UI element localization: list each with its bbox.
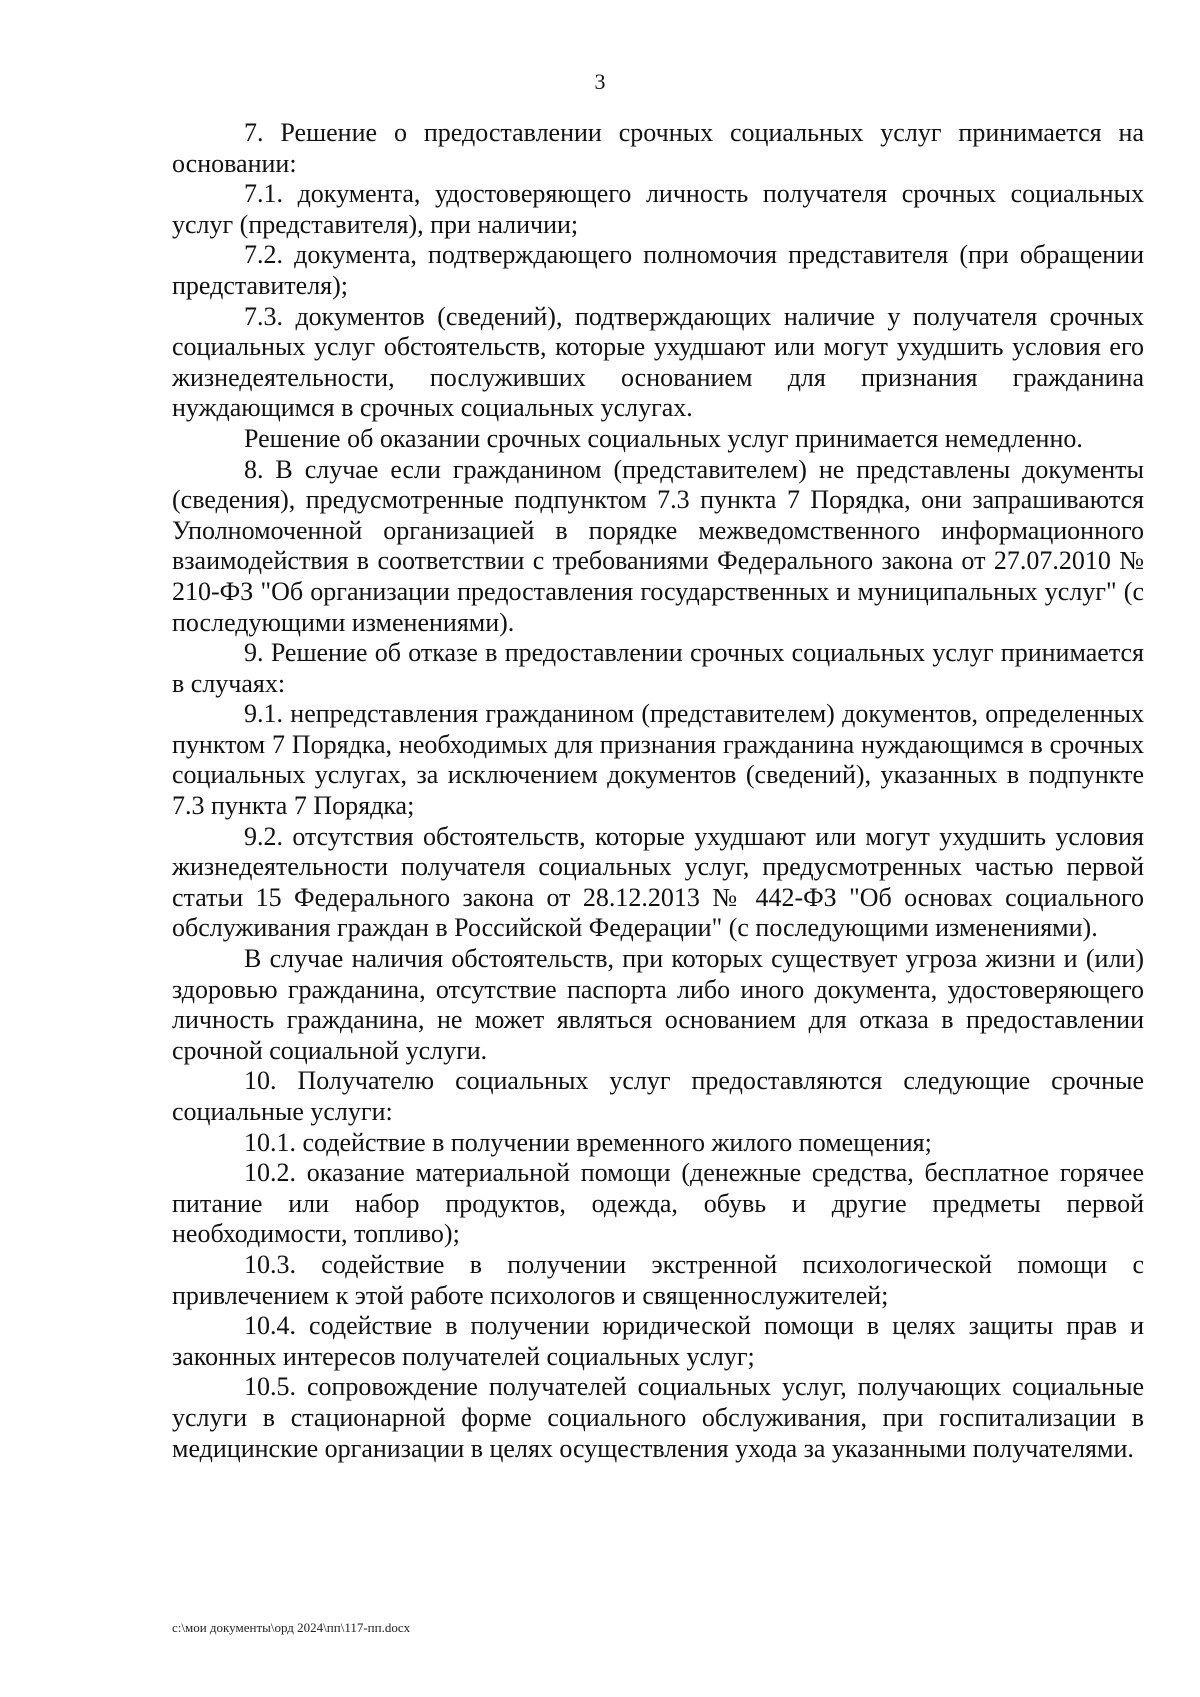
paragraph-8: 8. В случае если гражданином (представителем) не представлены документы (сведения), предусмотренные подпунктом 7.3 пункта 7 Порядка, они запрашиваются Уполномоченной организацией в порядке межведомственного информационного взаимодействия в соответствии с требованиями Федерального закона от 27.07.2010 № 210-ФЗ "Об организации предоставления государственных и муниципальных услуг" (с последующими изменениями).	[172, 454, 1144, 637]
document-body	[172, 118, 1144, 1464]
footer-file-path: c:\мои документы\орд 2024\пп\117-пп.docx	[172, 1620, 411, 1635]
paragraph-9-2: 9.2. отсутствия обстоятельств, которые ухудшают или могут ухудшить условия жизнедеятельности получателя социальных услуг, предусмотренных частью первой статьи 15 Федерального закона от 28.12.2013 № 442-ФЗ "Об основах социального обслуживания граждан в Российской Федерации" (с последующими изменениями).	[172, 821, 1144, 943]
paragraph-7-2: 7.2. документа, подтверждающего полномочия представителя (при обращении представителя);	[172, 240, 1144, 300]
paragraph-10-2: 10.2. оказание материальной помощи (денежные средства, бесплатное горячее питание или набор продуктов, одежда, обувь и другие предметы первой необходимости, топливо);	[172, 1158, 1144, 1249]
paragraph-7: 7. Решение о предоставлении срочных социальных услуг принимается на основании:	[172, 118, 1144, 178]
paragraph-7-3: 7.3. документов (сведений), подтверждающих наличие у получателя срочных социальных услуг обстоятельств, которые ухудшают или могут ухудшить условия его жизнедеятельности, послуживших основанием для признания гражданина нуждающимся в срочных социальных услугах.	[172, 301, 1144, 423]
paragraph-decision-immediate: Решение об оказании срочных социальных услуг принимается немедленно.	[244, 423, 1083, 453]
paragraph-10-5: 10.5. сопровождение получателей социальных услуг, получающих социальные услуги в стационарной форме социального обслуживания, при госпитализации в медицинские организации в целях осуществления ухода за указанными получателями.	[172, 1372, 1144, 1463]
paragraph-10-4: 10.4. содействие в получении юридической помощи в целях защиты прав и законных интересов получателей социальных услуг;	[172, 1311, 1144, 1371]
paragraph-9-1: 9.1. непредставления гражданином (представителем) документов, определенных пунктом 7 Порядка, необходимых для признания гражданина нуждающимся в срочных социальных услугах, за исключением документов (сведений), указанных в подпункте 7.3 пункта 7 Порядка;	[172, 699, 1144, 821]
paragraph-7-1: 7.1. документа, удостоверяющего личность получателя срочных социальных услуг (представителя), при наличии;	[172, 179, 1144, 239]
paragraph-10-3: 10.3. содействие в получении экстренной психологической помощи с привлечением к этой работе психологов и священнослужителей;	[172, 1249, 1144, 1310]
paragraph-10: 10. Получателю социальных услуг предоставляются следующие срочные социальные услуги:	[172, 1066, 1144, 1126]
paragraph-10-1: 10.1. содействие в получении временного жилого помещения;	[244, 1127, 932, 1157]
paragraph-threat-case: В случае наличия обстоятельств, при которых существует угроза жизни и (или) здоровью гражданина, отсутствие паспорта либо иного документа, удостоверяющего личность гражданина, не может являться основанием для отказа в предоставлении срочной социальной услуги.	[172, 944, 1144, 1065]
paragraph-9: 9. Решение об отказе в предоставлении срочных социальных услуг принимается в случаях:	[172, 638, 1144, 698]
page-number: 3	[594, 69, 606, 94]
